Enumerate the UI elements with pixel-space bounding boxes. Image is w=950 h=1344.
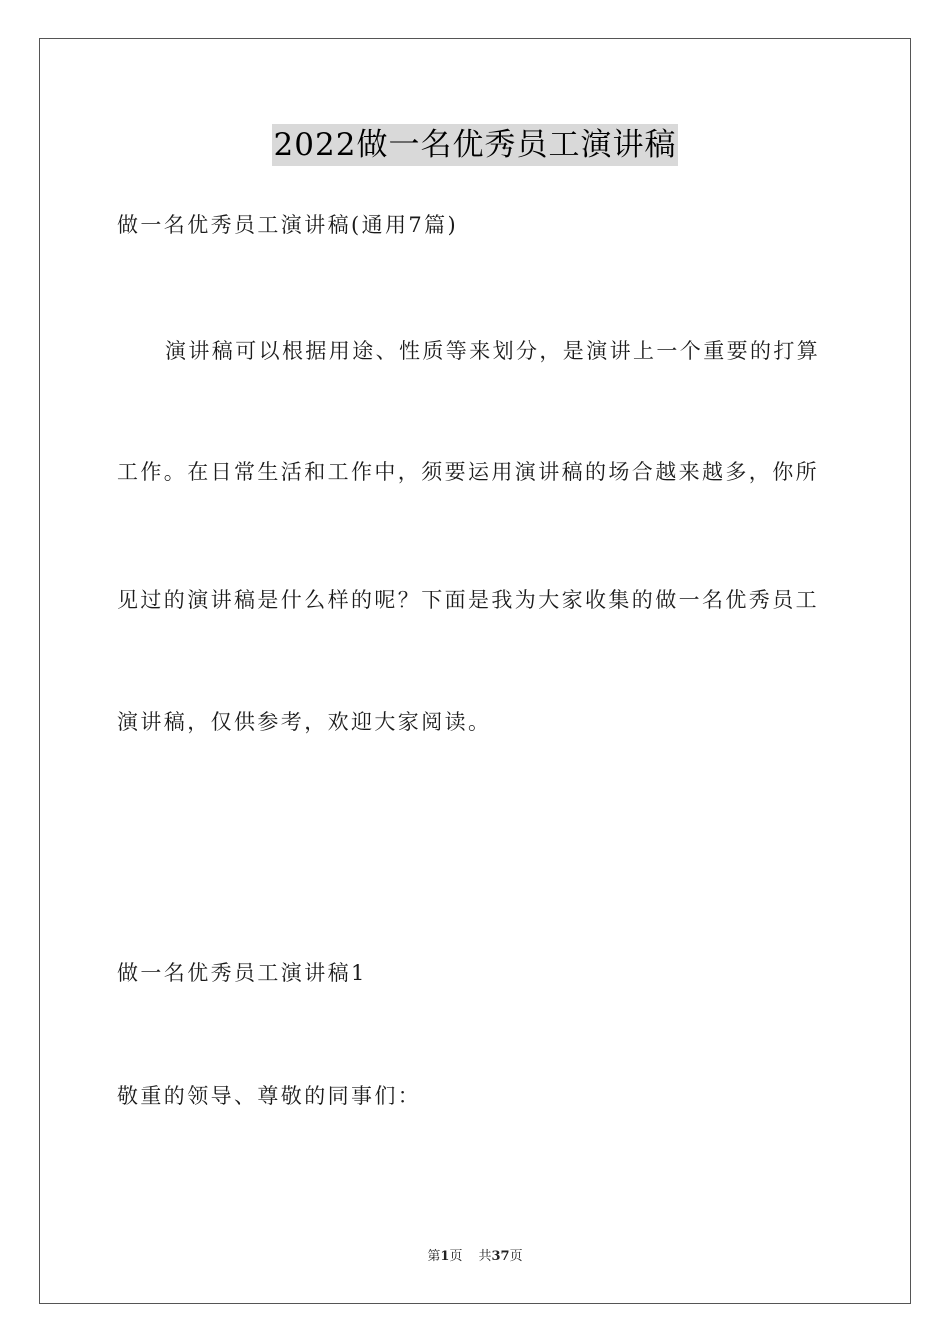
footer-page-prefix: 第 (427, 1249, 441, 1264)
footer-total-pages: 37 (491, 1249, 510, 1264)
intro-line-3: 见过的演讲稿是什么样的呢？下面是我为大家收集的做一名优秀员工 (117, 588, 819, 612)
intro-line-1: 演讲稿可以根据用途、性质等来划分，是演讲上一个重要的打算 (165, 339, 821, 363)
title-block (0, 124, 950, 166)
footer-page-suffix: 页 (449, 1249, 463, 1264)
page-footer (0, 1248, 950, 1266)
intro-line-2: 工作。在日常生活和工作中，须要运用演讲稿的场合越来越多，你所 (117, 460, 819, 484)
document-subtitle: 做一名优秀员工演讲稿(通用7篇) (117, 213, 459, 237)
intro-line-4: 演讲稿，仅供参考，欢迎大家阅读。 (117, 710, 492, 734)
footer-total-suffix: 页 (509, 1249, 523, 1264)
document-title: 2022做一名优秀员工演讲稿 (272, 124, 679, 166)
footer-total-prefix: 共 (478, 1249, 492, 1264)
footer-page-number: 1 (440, 1249, 450, 1264)
section-heading: 做一名优秀员工演讲稿1 (117, 961, 367, 985)
salutation: 敬重的领导、尊敬的同事们： (117, 1084, 422, 1108)
